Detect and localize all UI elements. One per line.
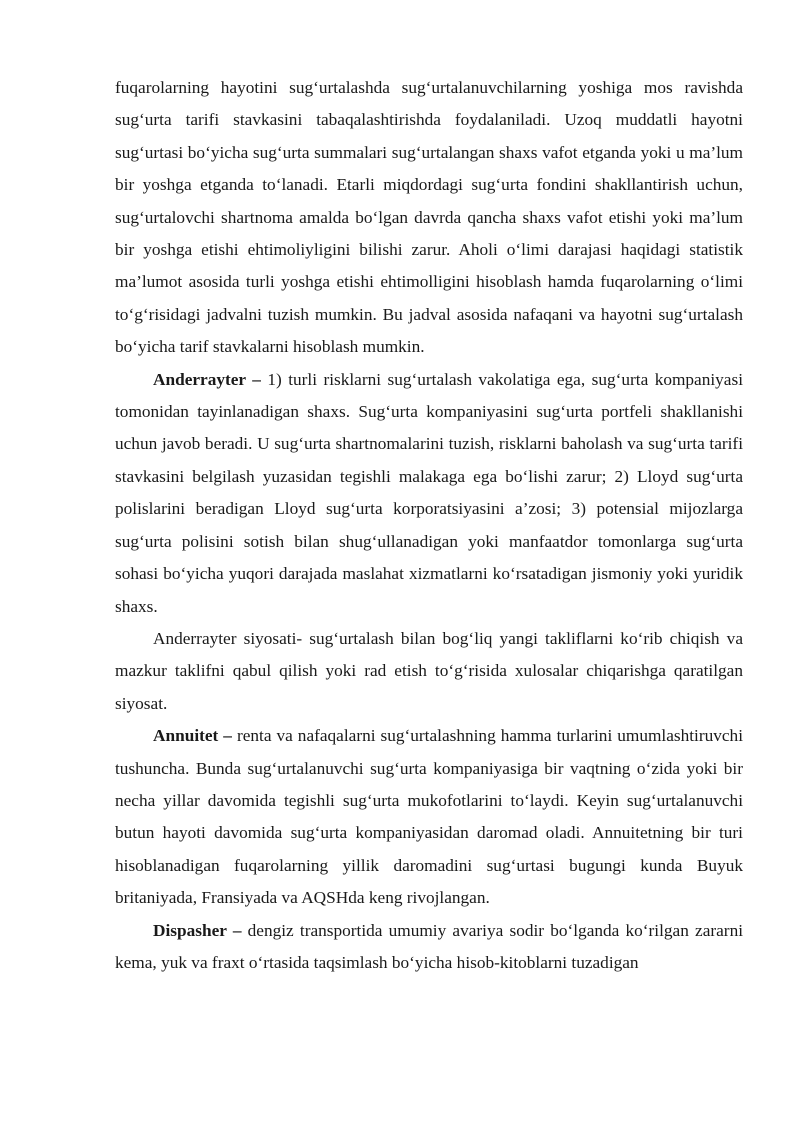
paragraph-text: Anderrayter siyosati- sug‘urtalash bilan bog‘liq yangi takliflarni ko‘rib chiqish va mazkur taklifni qabul qilish yoki rad etish to‘g‘risida xulosalar chiqarishga qaratilgan siyosat. [115,628,743,713]
term-heading: Anderrayter [153,369,246,389]
term-separator: – [218,726,237,746]
definition-text: 1) turli risklarni sug‘urtalash vakolatiga ega, sug‘urta kompaniyasi tomonidan tayinlanadigan shaxs. Sug‘urta kompaniyasini sug‘urta portfeli shakllanishi uchun javob beradi. U sug‘urta shartnomalarini tuzish, risklarni baholash va sug‘urta tarifi stavkasini belgilash yuzasidan tegishli malakaga ega bo‘lishi zarur; 2) Lloyd sug‘urta polislarini beradigan Lloyd sug‘urta korporatsiyasini a’zosi; 3) potensial mijozlarga sug‘urta polisini sotish bilan shug‘ullanadigan yoki manfaatdor tomonlarga sug‘urta sohasi bo‘yicha yuqori darajada maslahat xizmatlarni ko‘rsatadigan jismoniy yoki yuridik shaxs. [115,369,744,616]
term-heading: Dispasher [153,920,227,940]
paragraph-anderrayter-siyosati [115,623,743,720]
term-separator: – [226,920,248,940]
definition-text: renta va nafaqalarni sug‘urtalashning hamma turlarini umumlashtiruvchi tushuncha. Bunda sug‘urtalanuvchi sug‘urta kompaniyasiga bir vaqtning o‘zida yoki bir necha yillar davomida tegishli sug‘urta mukofotlarini to‘laydi. Keyin sug‘urtalanuvchi butun hayoti davomida sug‘urta kompaniyasidan daromad oladi. Annuitetning bir turi hisoblanadigan fuqarolarning yillik daromadini sug‘urtasi bugungi kunda Buyuk britaniyada, Fransiyada va AQSHda keng rivojlangan. [115,726,744,908]
term-heading: Annuitet [153,726,219,746]
definition-anderrayter [115,364,743,623]
paragraph-text: fuqarolarning hayotini sug‘urtalashda sug‘urtalanuvchilarning yoshiga mos ravishda sug‘urta tarifi stavkasini tabaqalashtirishda foydalaniladi. Uzoq muddatli hayotni sug‘urtasi bo‘yicha sug‘urta summalari sug‘urtalangan shaxs vafot etganda yoki u ma’lum bir yoshga etganda to‘lanadi. Etarli miqdordagi sug‘urta fondini shakllantirish uchun, sug‘urtalovchi shartnoma amalda bo‘lgan davrda qancha shaxs vafot etishi yoki ma’lum bir yoshga etishi ehtimoliyligini bilishi zarur. Aholi o‘limi darajasi haqidagi statistik ma’lumot asosida turli yoshga etishi ehtimolligini hisoblash hamda fuqarolarning o‘limi to‘g‘risidagi jadvalni tuzish mumkin. Bu jadval asosida nafaqani va hayotni sug‘urtalash bo‘yicha tarif stavkalarni hisoblash mumkin. [115,78,743,357]
definition-annuitet [115,720,743,914]
paragraph-continuation [115,72,743,364]
term-separator: – [245,369,268,389]
definition-dispasher [115,915,743,980]
definition-text: dengiz transportida umumiy avariya sodir bo‘lganda ko‘rilgan zararni kema, yuk va fraxt o‘rtasida taqsimlash bo‘yicha hisob-kitoblarni tuzadigan [115,920,744,972]
